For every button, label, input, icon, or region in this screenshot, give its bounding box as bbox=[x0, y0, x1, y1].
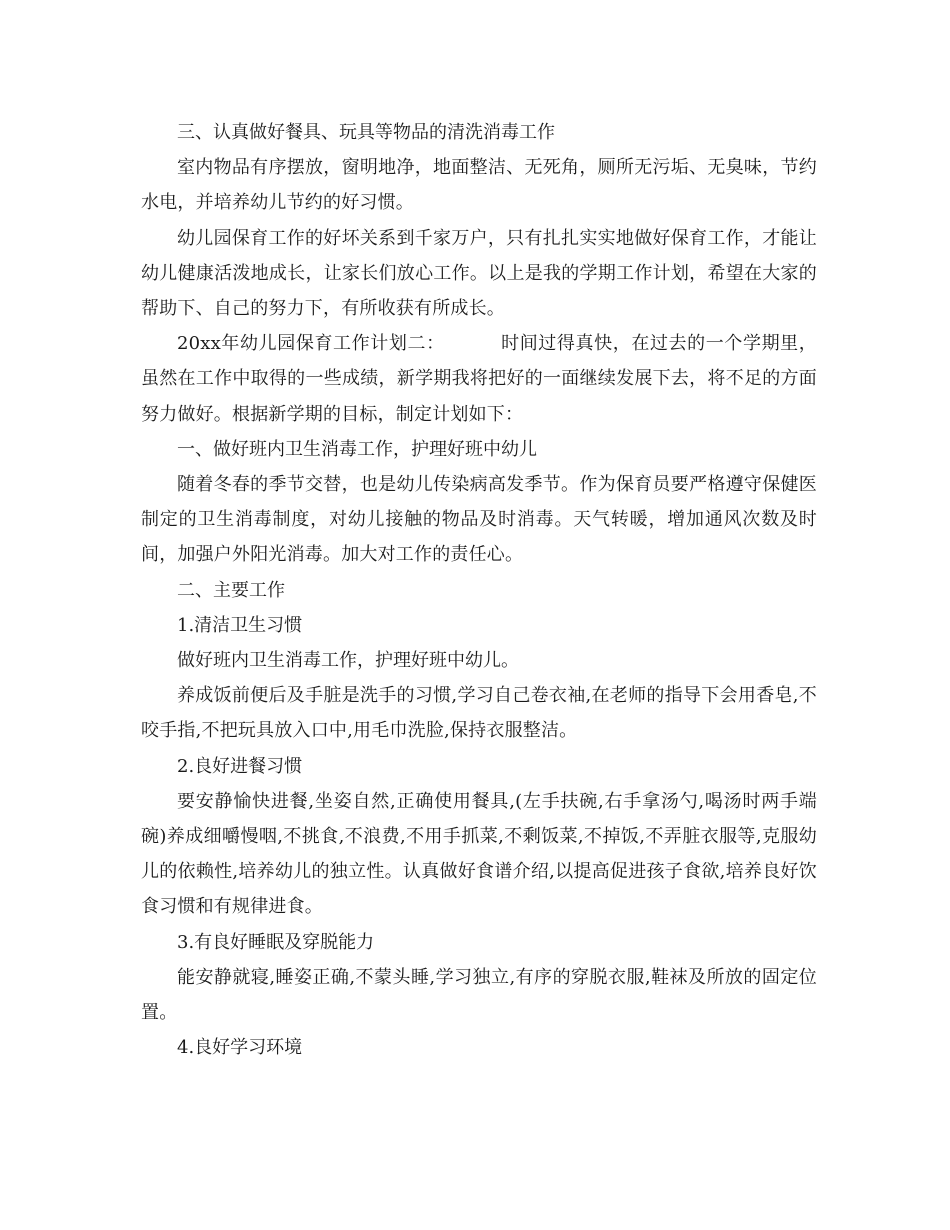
section-heading-3: 三、认真做好餐具、玩具等物品的清洗消毒工作 bbox=[177, 122, 555, 143]
subheading-dining: 2.良好进餐习惯 bbox=[177, 755, 303, 777]
paragraph-cleaning: 室内物品有序摆放，窗明地净，地面整洁、无死角，厕所无污垢、无臭味，节约水电，并培养幼儿节约的好习惯。 bbox=[141, 157, 817, 214]
paragraph-hygiene-habits: 养成饭前便后及手脏是洗手的习惯,学习自己卷衣袖,在老师的指导下会用香皂,不咬手指,不把玩具放入口中,用毛巾洗脸,保持衣服整洁。 bbox=[141, 685, 817, 742]
paragraph-sleep: 能安静就寝,睡姿正确,不蒙头睡,学习独立,有序的穿脱衣服,鞋袜及所放的固定位置。 bbox=[141, 966, 817, 1024]
paragraph-dining: 要安静愉快进餐,坐姿自然,正确使用餐具,(左手扶碗,右手拿汤勺,喝汤时两手端碗)养成细嚼慢咽,不挑食,不浪费,不用手抓菜,不剩饭菜,不掉饭,不弄脏衣服等,克服幼儿的依赖性,培养幼儿的独立性。认真做好食谱介绍,以提高促进孩子食欲,培养良好饮食习惯和有规律进食。 bbox=[141, 790, 817, 918]
section-heading-1: 一、做好班内卫生消毒工作，护理好班中幼儿 bbox=[177, 438, 537, 460]
plan-two-intro: 时间过得真快，在过去的一个学期里，虽然在工作中取得的一些成绩，新学期我将把好的一面继续发展下去，将不足的方面努力做好。根据新学期的目标，制定计划如下： bbox=[141, 333, 817, 425]
paragraph-hygiene-summary: 做好班内卫生消毒工作，护理好班中幼儿。 bbox=[177, 650, 519, 672]
subheading-hygiene: 1.清洁卫生习惯 bbox=[177, 614, 303, 636]
paragraph-conclusion: 幼儿园保育工作的好坏关系到千家万户，只有扎扎实实地做好保育工作，才能让幼儿健康活泼地成长，让家长们放心工作。以上是我的学期工作计划，希望在大家的帮助下、自己的努力下，有所收获有所成长。 bbox=[141, 227, 817, 320]
subheading-learning: 4.良好学习环境 bbox=[177, 1037, 303, 1059]
document-body bbox=[141, 115, 817, 1065]
paragraph-season: 随着冬春的季节交替，也是幼儿传染病高发季节。作为保育员要严格遵守保健医制定的卫生消毒制度，对幼儿接触的物品及时消毒。天气转暖，增加通风次数及时间，加强户外阳光消毒。加大对工作的责任心。 bbox=[141, 474, 817, 566]
plan-two-title: 20xx年幼儿园保育工作计划二： bbox=[177, 333, 445, 355]
section-heading-2: 二、主要工作 bbox=[177, 579, 285, 601]
subheading-sleep: 3.有良好睡眠及穿脱能力 bbox=[177, 931, 375, 953]
paragraph-plan-two bbox=[141, 326, 817, 432]
